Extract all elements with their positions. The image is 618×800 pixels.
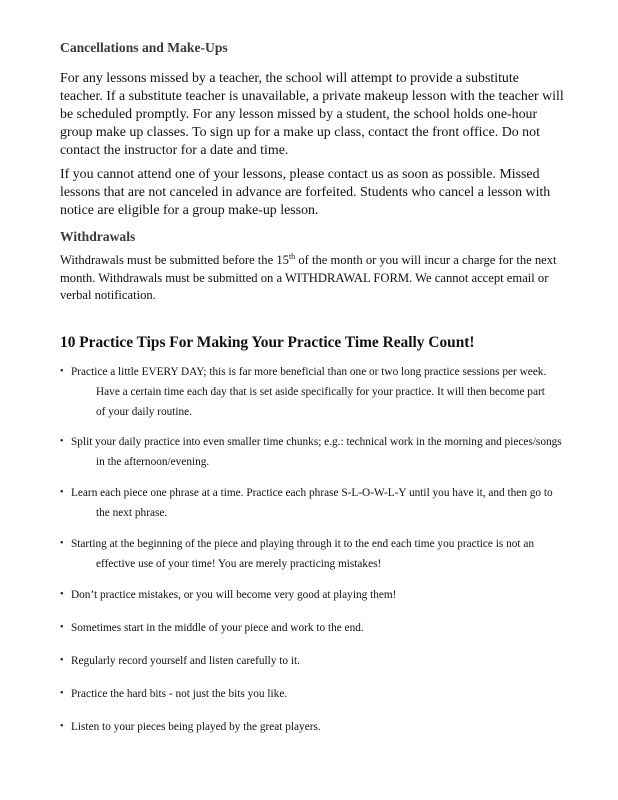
bullet-icon: • <box>60 655 64 666</box>
bullet-icon: • <box>60 589 64 600</box>
tip-continuation: Have a certain time each day that is set aside specifically for your practice. It will then become part of your daily routine. <box>96 386 545 418</box>
withdrawals-paragraph <box>60 252 560 305</box>
tip-continuation: the next phrase. <box>96 507 168 519</box>
tip-text: Don’t practice mistakes, or you will become very good at playing them! <box>71 589 397 601</box>
bullet-icon: • <box>60 721 64 732</box>
tip-text: Listen to your pieces being played by the great players. <box>71 721 321 733</box>
tip-text: Sometimes start in the middle of your piece and work to the end. <box>71 622 364 634</box>
bullet-icon: • <box>60 366 64 377</box>
tip-continuation: in the afternoon/evening. <box>96 456 210 468</box>
tip-text: Practice the hard bits - not just the bits you like. <box>71 688 288 700</box>
withdrawals-text-before: Withdrawals must be submitted before the 15 <box>60 253 289 267</box>
cancellations-heading: Cancellations and Make-Ups <box>60 40 228 55</box>
tip-text: Practice a little EVERY DAY; this is far more beneficial than one or two long practice sessions per week. <box>71 366 547 378</box>
bullet-icon: • <box>60 436 64 447</box>
tip-text: Split your daily practice into even smaller time chunks; e.g.: technical work in the morning and pieces/songs <box>71 436 562 448</box>
withdrawals-heading: Withdrawals <box>60 229 136 244</box>
withdrawals-superscript: th <box>288 251 296 261</box>
bullet-icon: • <box>60 688 64 699</box>
tip-text: Starting at the beginning of the piece and playing through it to the end each time you practice is not an <box>71 538 535 550</box>
bullet-icon: • <box>60 487 64 498</box>
tip-text: Regularly record yourself and listen carefully to it. <box>71 655 300 667</box>
cancellations-paragraph-2: If you cannot attend one of your lessons, please contact us as soon as possible. Missed lessons that are not canceled in advance are forfeited. Students who cancel a lesson with notice are eligible for a group make-up lesson. <box>60 167 551 218</box>
cancellations-paragraph-1: For any lessons missed by a teacher, the school will attempt to provide a substitute teacher. If a substitute teacher is unavailable, a private makeup lesson with the teacher will be scheduled promptly. For any lesson missed by a student, the school holds one-hour group make up classes. To sign up for a make up class, contact the front office. Do not contact the instructor for a date and time. <box>60 71 564 158</box>
bullet-icon: • <box>60 622 64 633</box>
tip-text: Learn each piece one phrase at a time. Practice each phrase S-L-O-W-L-Y until you have it, and then go to <box>71 487 553 499</box>
bullet-icon: • <box>60 538 64 549</box>
practice-tips-heading: 10 Practice Tips For Making Your Practice Time Really Count! <box>60 334 475 351</box>
tip-continuation: effective use of your time! You are merely practicing mistakes! <box>96 558 382 570</box>
withdrawals-text-after: of the month or you will incur a charge for the next month. Withdrawals must be submitted on a WITHDRAWAL FORM. We cannot accept email or verbal notification. <box>60 253 557 302</box>
